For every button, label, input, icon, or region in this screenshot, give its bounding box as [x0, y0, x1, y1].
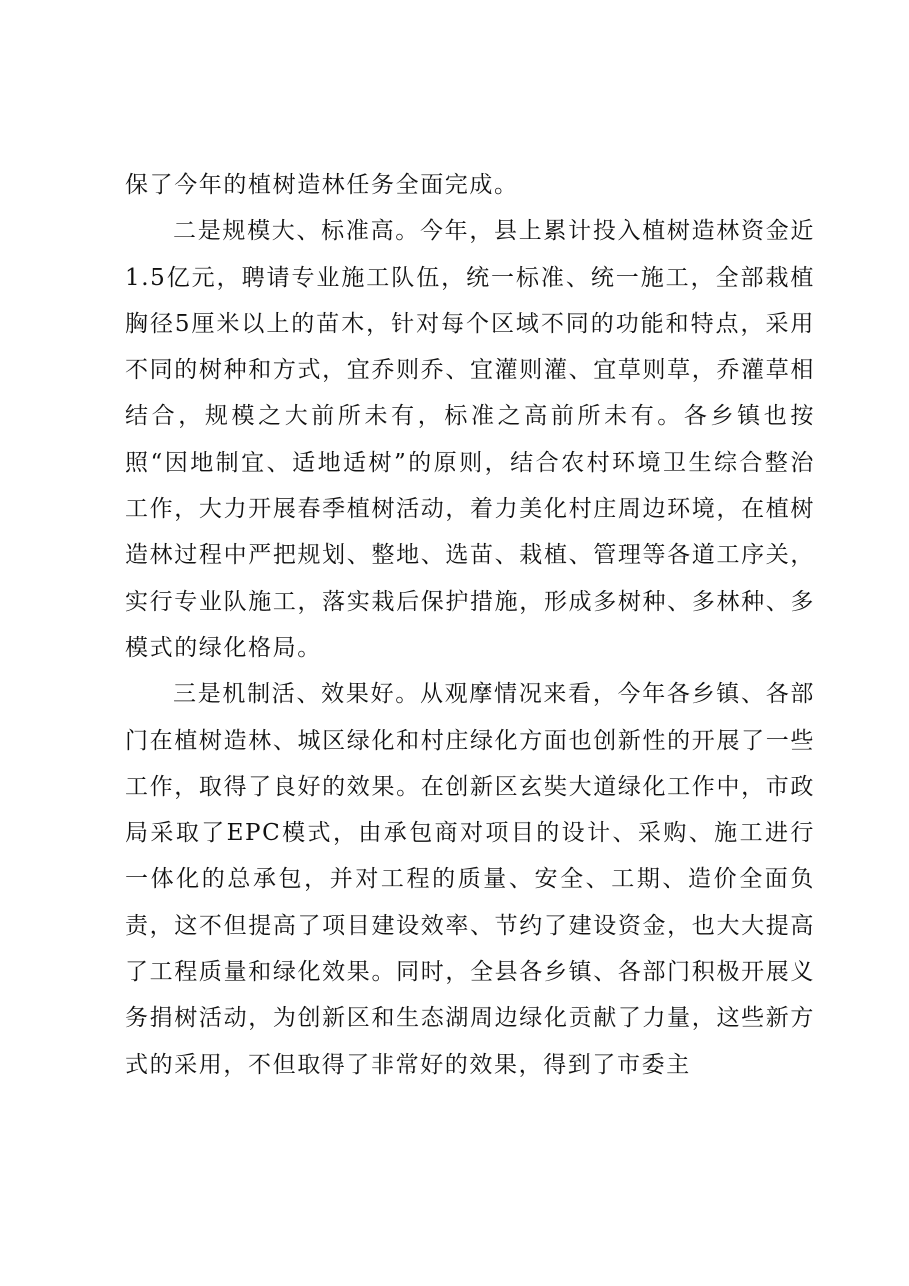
paragraph-continuation: 保了今年的植树造林任务全面完成。 — [125, 172, 519, 198]
paragraph-scale-standard: 二是规模大、标准高。今年，县上累计投入植树造林资金近1.5亿元，聘请专业施工队伍，统一标准、统一施工，全部栽植胸径5厘米以上的苗木，针对每个区域不同的功能和特点，采用不同的树种和方式，宜乔则乔、宜灌则灌、宜草则草，乔灌草相结合，规模之大前所未有，标准之高前所未有。各乡镇也按照“因地制宜、适地适树”的原则，结合农村环境卫生综合整治工作，大力开展春季植树活动，着力美化村庄周边环境，在植树造林过程中严把规划、整地、选苗、栽植、管理等各道工序关，实行专业队施工，落实栽后保护措施，形成多树种、多林种、多模式的绿化格局。 — [125, 218, 815, 661]
paragraph-mechanism-effect: 三是机制活、效果好。从观摩情况来看，今年各乡镇、各部门在植树造林、城区绿化和村庄绿化方面也创新性的开展了一些工作，取得了良好的效果。在创新区玄奘大道绿化工作中，市政局采取了EPC模式，由承包商对项目的设计、采购、施工进行一体化的总承包，并对工程的质量、安全、工期、造价全面负责，这不但提高了项目建设效率、节约了建设资金，也大大提高了工程质量和绿化效果。同时，全县各乡镇、各部门积极开展义务捐树活动，为创新区和生态湖周边绿化贡献了力量，这些新方式的采用，不但取得了非常好的效果，得到了市委主 — [125, 681, 815, 1078]
document-body — [125, 162, 815, 1088]
